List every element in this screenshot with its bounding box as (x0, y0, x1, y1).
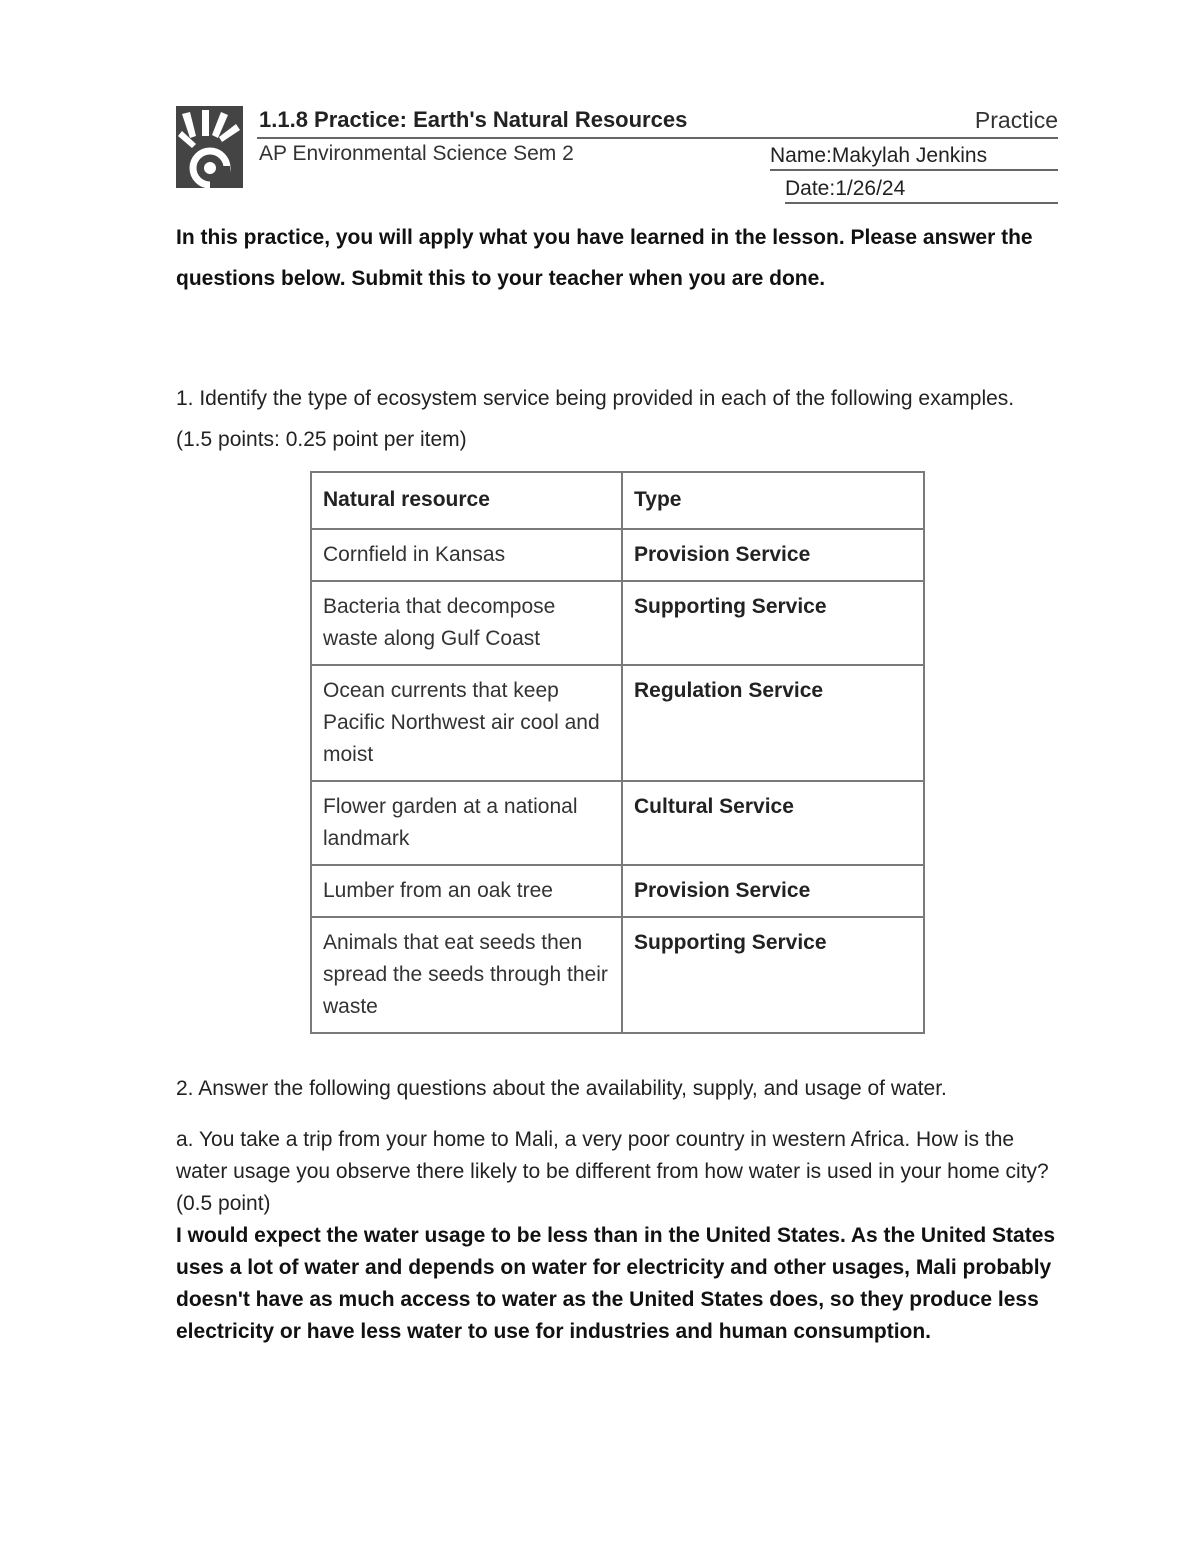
ecosystem-services-table (310, 471, 925, 1034)
type-cell: Regulation Service (622, 665, 924, 781)
name-label: Name: (770, 144, 832, 167)
instructions: In this practice, you will apply what you have learned in the lesson. Please answer the questions below. Submit this to your teacher when you are done. (176, 226, 1033, 290)
doc-type-label: Practice (974, 107, 1058, 133)
type-cell: Provision Service (622, 529, 924, 581)
school-logo-icon (176, 106, 243, 188)
date-value: 1/26/24 (835, 177, 906, 200)
table-row (311, 581, 924, 665)
course-name: AP Environmental Science Sem 2 (259, 142, 574, 165)
name-value: Makylah Jenkins (831, 144, 988, 167)
header-divider (257, 137, 1058, 139)
resource-cell: Lumber from an oak tree (311, 865, 622, 917)
date-field (785, 177, 1058, 204)
date-label: Date: (785, 177, 836, 200)
resource-cell: Flower garden at a national landmark (311, 781, 622, 865)
table-row (311, 917, 924, 1033)
name-field (770, 144, 1058, 171)
type-cell: Cultural Service (622, 781, 924, 865)
type-cell: Supporting Service (622, 581, 924, 665)
column-header-resource: Natural resource (311, 472, 622, 529)
question-2a-answer: I would expect the water usage to be less than in the United States. As the United States uses a lot of water and depends on water for electricity and other usages, Mali probably doesn't have as much access to water as the United States does, so they produce less electricity or have less water to use for industries and human consumption. (176, 1224, 1056, 1343)
type-cell: Supporting Service (622, 917, 924, 1033)
resource-cell: Ocean currents that keep Pacific Northwest air cool and moist (311, 665, 622, 781)
page-title: 1.1.8 Practice: Earth's Natural Resources (259, 107, 688, 132)
table-row (311, 781, 924, 865)
question-2a-prompt: a. You take a trip from your home to Mali, a very poor country in western Africa. How is the water usage you observe there likely to be different from how water is used in your home city? (0.5 point) (176, 1128, 1049, 1215)
resource-cell: Animals that eat seeds then spread the seeds through their waste (311, 917, 622, 1033)
table-row (311, 529, 924, 581)
question-1-prompt: 1. Identify the type of ecosystem service being provided in each of the following examples. (1.5 points: 0.25 point per item) (176, 387, 1015, 451)
resource-cell: Bacteria that decompose waste along Gulf Coast (311, 581, 622, 665)
question-2-prompt: 2. Answer the following questions about the availability, supply, and usage of water. (176, 1077, 947, 1100)
table-row (311, 865, 924, 917)
table-row (311, 665, 924, 781)
type-cell: Provision Service (622, 865, 924, 917)
table-header-row (311, 472, 924, 529)
column-header-type: Type (622, 472, 924, 529)
resource-cell: Cornfield in Kansas (311, 529, 622, 581)
